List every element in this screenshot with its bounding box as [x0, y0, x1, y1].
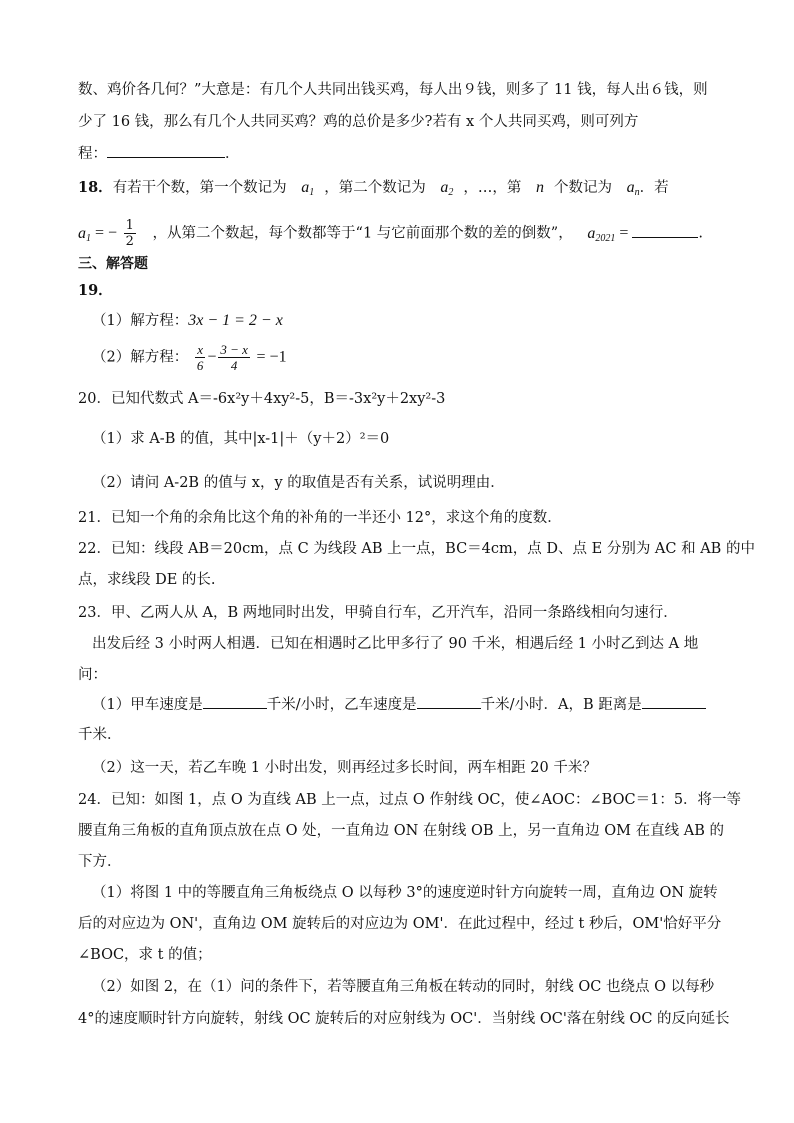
q17-line-1: 数、鸡价各几何？”大意是：有几个人共同出钱买鸡，每人出９钱，则多了 11 钱，每人出６钱，则 [78, 82, 708, 98]
q19-fraction-2: $\frac{3 - x}{4}$ [220, 342, 248, 373]
q18-fraction: $\frac{1}{2}$ [125, 218, 134, 249]
q24-part-1-line-2: 后的对应边为 ON'，直角边 OM 旋转后的对应边为 OM'．在此过程中，经过 t 秒后，OM'恰好平分 [78, 916, 722, 932]
section-title: 三、解答题 [78, 256, 148, 272]
answer-blank-q17[interactable] [107, 156, 225, 158]
q19-part-1: （1）解方程：3x − 1 = 2 − x [92, 312, 283, 329]
q18-number: 18． [78, 179, 113, 196]
answer-blank-speed-jia[interactable] [203, 707, 267, 709]
q22-line-1: 22．已知：线段 AB＝20cm，点 C 为线段 AB 上一点，BC＝4cm，点 D、点 E 分别为 AC 和 AB 的中 [78, 541, 755, 557]
q24-line-2: 腰直角三角板的直角顶点放在点 O 处，一直角边 ON 在射线 OB 上，另一直角边 OM 在直线 AB 的 [78, 823, 724, 839]
q22-line-2: 点，求线段 DE 的长. [78, 572, 216, 588]
q23-part-2: （2）这一天，若乙车晚 1 小时出发，则再经过多长时间，两车相距 20 千米？ [92, 760, 597, 776]
q23-part-1-unit: 千米． [78, 727, 122, 743]
q19-rhs: = −1 [256, 348, 287, 366]
q20-line-1: 20．已知代数式 A＝-6x²y＋4xy²-5，B＝-3x²y＋2xy²-3 [78, 391, 446, 407]
q24-part-2-line-2: 4°的速度顺时针方向旋转，射线 OC 旋转后的对应射线为 OC'．当射线 OC'落在射线 OC 的反向延长 [78, 1011, 730, 1027]
q18-text-3: ，…，第 [463, 180, 522, 196]
q19-part-2: （2）解方程： $\frac{x}{6}$ − $\frac{3 - x}{4}$ = −1 [92, 342, 287, 373]
q18-eq-lhs: $a_1$ [78, 224, 91, 244]
q18-a2021: $a_{2021}$ [587, 224, 616, 244]
q18-text-4: 个数记为 [554, 180, 613, 196]
q21-text: 21．已知一个角的余角比这个角的补角的一半还小 12°，求这个角的度数． [78, 510, 562, 526]
q18-text-1: 有若干个数，第一个数记为 [112, 180, 287, 196]
q23-line-1: 23．甲、乙两人从 A，B 两地同时出发，甲骑自行车，乙开汽车，沿同一条路线相向匀速行． [78, 605, 678, 621]
q24-line-3: 下方． [78, 854, 122, 870]
q23-line-3: 问： [78, 667, 107, 683]
q18-line-1 [78, 180, 669, 198]
q19-fraction-1: $\frac{x}{6}$ [196, 342, 204, 373]
q23-part-1: （1）甲车速度是 千米/小时，乙车速度是 千米/小时．A，B 距离是 [92, 698, 706, 713]
q18-line-2: $a_1$ = − $\frac{1}{2}$ ，从第二个数起，每个数都等于“1 与它前面那个数的差的倒数”， $a_{2021}$ = . [78, 218, 703, 249]
q20-part-1: （1）求 A-B 的值，其中|x-1|＋（y＋2）²＝0 [92, 431, 390, 447]
q20-part-2: （2）请问 A-2B 的值与 x，y 的取值是否有关系，试说明理由． [92, 475, 505, 491]
q24-part-1-line-1: （1）将图 1 中的等腰直角三角板绕点 O 以每秒 3°的速度逆时针方向旋转一周，直角边 ON 旋转 [92, 885, 718, 901]
q18-text-2: ，第二个数记为 [324, 180, 426, 196]
q17-line-3-text: 程： [78, 146, 107, 162]
answer-blank-q18[interactable] [632, 236, 698, 238]
q19-number: 19． [78, 282, 113, 299]
q18-a2: $a_2$ [440, 179, 454, 198]
q18-a1: $a_1$ [301, 179, 315, 198]
q18-eq-sign: = − [91, 224, 118, 242]
answer-blank-distance[interactable] [642, 707, 706, 709]
q19-equation-1: 3x − 1 = 2 − x [188, 312, 283, 329]
q24-part-2-line-1: （2）如图 2，在（1）问的条件下，若等腰直角三角板在转动的同时，射线 OC 也绕点 O 以每秒 [92, 979, 715, 995]
q17-line-3: 程： ． [78, 146, 240, 162]
q24-line-1: 24．已知：如图 1，点 O 为直线 AB 上一点，过点 O 作射线 OC，使∠AOC：∠BOC＝1：5．将一等 [78, 792, 742, 808]
q18-an: $a_n$ [626, 179, 640, 198]
q24-part-1-line-3: ∠BOC，求 t 的值； [78, 947, 212, 963]
q18-text-6: ，从第二个数起，每个数都等于“1 与它前面那个数的差的倒数”， [152, 225, 573, 242]
q18-text-5: ．若 [639, 180, 669, 196]
q17-line-2: 少了 16 钱，那么有几个人共同买鸡？鸡的总价是多少?若有 x 个人共同买鸡，则可列方 [78, 114, 639, 130]
q23-line-2: 出发后经 3 小时两人相遇．已知在相遇时乙比甲多行了 90 千米，相遇后经 1 小时乙到达 A 地 [92, 636, 699, 652]
q18-n: n [536, 179, 545, 196]
answer-blank-speed-yi[interactable] [417, 707, 481, 709]
